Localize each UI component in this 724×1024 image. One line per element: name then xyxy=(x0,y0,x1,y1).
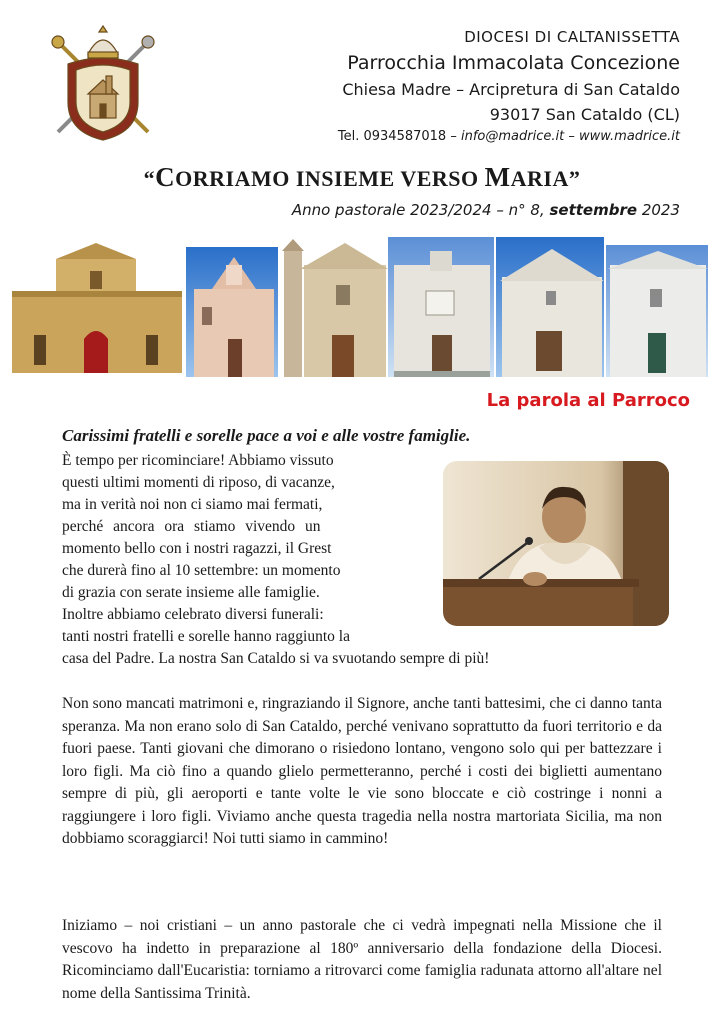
church-photo-2 xyxy=(186,247,278,377)
paragraph-1-line: di grazia con serate insieme alle famiglie. xyxy=(62,584,320,601)
diocese-crest-icon xyxy=(44,24,162,146)
phone-number: Tel. 0934587018 – xyxy=(337,129,457,144)
church-photo-4 xyxy=(388,237,494,377)
church-photo-1 xyxy=(4,241,184,377)
paragraph-1-line: casa del Padre. La nostra San Cataldo si va svuotando sempre di più! xyxy=(62,650,490,667)
newsletter-title: “CORRIAMO INSIEME VERSO MARIA” xyxy=(143,162,581,192)
paragraph-3: Iniziamo – noi cristiani – un anno pastorale che ci vedrà impegnati nella Missione che il vescovo ha indetto in preparazione al 180º anniversario della fondazione della Diocesi. Ricominciamo dall'Eucaristia: torniamo a ritrovarci come famiglia radunata attorno all'altare nel nome della Santissima Trinità. xyxy=(62,917,662,1002)
section-title: La parola al Parroco xyxy=(486,390,690,411)
paragraph-1-line: Inoltre abbiamo celebrato diversi funerali: xyxy=(62,606,324,623)
paragraph-1-line: ma in verità noi non ci siamo mai fermati, xyxy=(62,496,323,513)
church-photo-5 xyxy=(496,237,604,377)
church-photo-6 xyxy=(606,245,708,377)
paragraph-2: Non sono mancati matrimoni e, ringraziando il Signore, anche tanti battesimi, che ci danno tanta speranza. Ma non erano solo di San Cataldo, perché venivano soprattutto da fuori territorio e da fuori paese. Tanti giovani che dimorano o risiedono lontano, vengono solo qui per battezzare i loro figli. Ma ciò fino a quando glielo permetteranno, perché i costi dei biglietti aumentano sempre di più, gli aeroporti e tante volte le vie sono bloccate e ciò costringe i nonni a raggiungere i loro figli. Viviamo anche questa tragedia nella nostra martoriata Sicilia, ma non dobbiamo scoraggiarci! Noi tutti siamo in cammino! xyxy=(62,695,662,847)
website-link[interactable]: www.madrice.it xyxy=(578,129,680,144)
priest-photo xyxy=(443,461,669,626)
paragraph-1-line: momento bello con i nostri ragazzi, il Grest xyxy=(62,540,332,557)
church-photos-strip xyxy=(0,235,724,377)
church-name: Chiesa Madre – Arcipretura di San Cataldo xyxy=(342,80,680,99)
parish-address: 93017 San Cataldo (CL) xyxy=(489,105,680,124)
email-link[interactable]: info@madrice.it xyxy=(460,129,565,144)
paragraph-1-line: perché ancora ora stiamo vivendo un xyxy=(62,518,321,535)
paragraph-1-line: questi ultimi momenti di riposo, di vacanze, xyxy=(62,474,335,491)
letterhead xyxy=(0,0,724,235)
issue-info: Anno pastorale 2023/2024 – n° 8, settembre 2023 xyxy=(291,201,680,219)
paragraph-1-line: tanti nostri fratelli e sorelle hanno raggiunto la xyxy=(62,628,350,645)
diocese-name: DIOCESI DI CALTANISSETTA xyxy=(464,28,680,46)
greeting: Carissimi fratelli e sorelle pace a voi e alle vostre famiglie. xyxy=(62,426,471,445)
parish-name: Parrocchia Immacolata Concezione xyxy=(347,52,680,74)
contact-separator: – xyxy=(568,129,575,144)
paragraph-1-line: che durerà fino al 10 settembre: un momento xyxy=(62,562,341,579)
contact-line xyxy=(338,129,680,144)
paragraph-1-line: È tempo per ricominciare! Abbiamo vissuto xyxy=(62,452,334,469)
church-photo-3 xyxy=(282,239,388,377)
